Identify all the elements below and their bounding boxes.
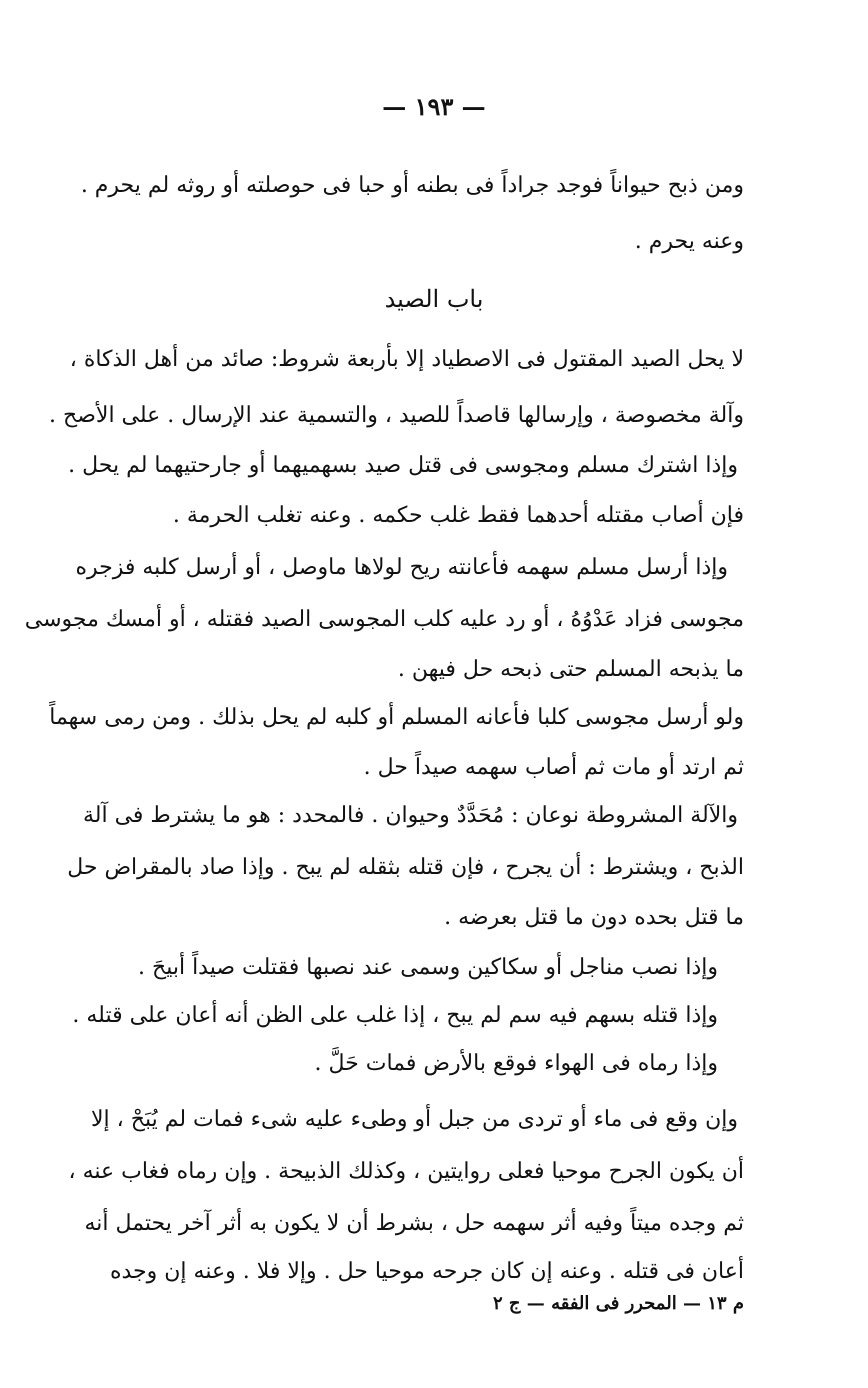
text-line-21: أعان فى قتله . وعنه إن كان جرحه موحيا حل . وإلا فلا . وعنه إن وجده [109,1259,744,1284]
text-line-18: وإن وقع فى ماء أو تردى من جبل أو وطىء عليه شىء فمات لم يُبَحْ ، إلا [91,1107,738,1132]
text-line-17: وإذا رماه فى الهواء فوقع بالأرض فمات حَلَّ . [314,1051,718,1076]
text-line-12: والآلة المشروطة نوعان : مُحَدَّدٌ وحيوان . فالمحدد : هو ما يشترط فى آلة [82,803,738,828]
text-line-11: ثم ارتد أو مات ثم أصاب سهمه صيداً حل . [363,755,744,780]
text-line-7: وإذا أرسل مسلم سهمه فأعانته ريح لولاها ماوصل ، أو أرسل كلبه فزجره [75,555,728,580]
text-line-5: وإذا اشترك مسلم ومجوسى فى قتل صيد بسهميهما أو جارحتيهما لم يحل . [68,453,738,478]
text-line-19: أن يكون الجرح موحيا فعلى روايتين ، وكذلك الذبيحة . وإن رماه فغاب عنه ، [68,1159,744,1184]
page-number: — ١٩٣ — [382,92,486,121]
text-line-14: ما قتل بحده دون ما قتل بعرضه . [444,905,744,930]
text-line-16: وإذا قتله بسهم فيه سم لم يبح ، إذا غلب على الظن أنه أعان على قتله . [72,1003,718,1028]
section-heading: باب الصيد [384,285,484,313]
text-line-1: ومن ذبح حيواناً فوجد جراداً فى بطنه أو حبا فى حوصلته أو روثه لم يحرم . [80,173,744,198]
text-line-10: ولو أرسل مجوسى كلبا فأعانه المسلم أو كلبه لم يحل بذلك . ومن رمى سهماً [49,705,744,730]
text-line-8: مجوسى فزاد عَدْوُهُ ، أو رد عليه كلب المجوسى الصيد فقتله ، أو أمسك مجوسى [24,607,744,632]
text-line-3: لا يحل الصيد المقتول فى الاصطياد إلا بأربعة شروط: صائد من أهل الذكاة ، [69,347,744,372]
page-footer: م ١٣ — المحرر فى الفقه — ج ٢ [492,1293,744,1314]
text-line-2: وعنه يحرم . [634,229,744,254]
text-line-6: فإن أصاب مقتله أحدهما فقط غلب حكمه . وعنه تغلب الحرمة . [172,503,744,528]
text-line-13: الذبح ، ويشترط : أن يجرح ، فإن قتله بثقله لم يبح . وإذا صاد بالمقراض حل [67,855,744,880]
text-line-15: وإذا نصب مناجل أو سكاكين وسمى عند نصبها فقتلت صيداً أبيحَ . [138,955,718,980]
text-line-20: ثم وجده ميتاً وفيه أثر سهمه حل ، بشرط أن لا يكون به أثر آخر يحتمل أنه [84,1211,744,1236]
text-line-4: وآلة مخصوصة ، وإرسالها قاصداً للصيد ، والتسمية عند الإرسال . على الأصح . [49,403,744,428]
text-line-9: ما يذبحه المسلم حتى ذبحه حل فيهن . [397,657,744,682]
